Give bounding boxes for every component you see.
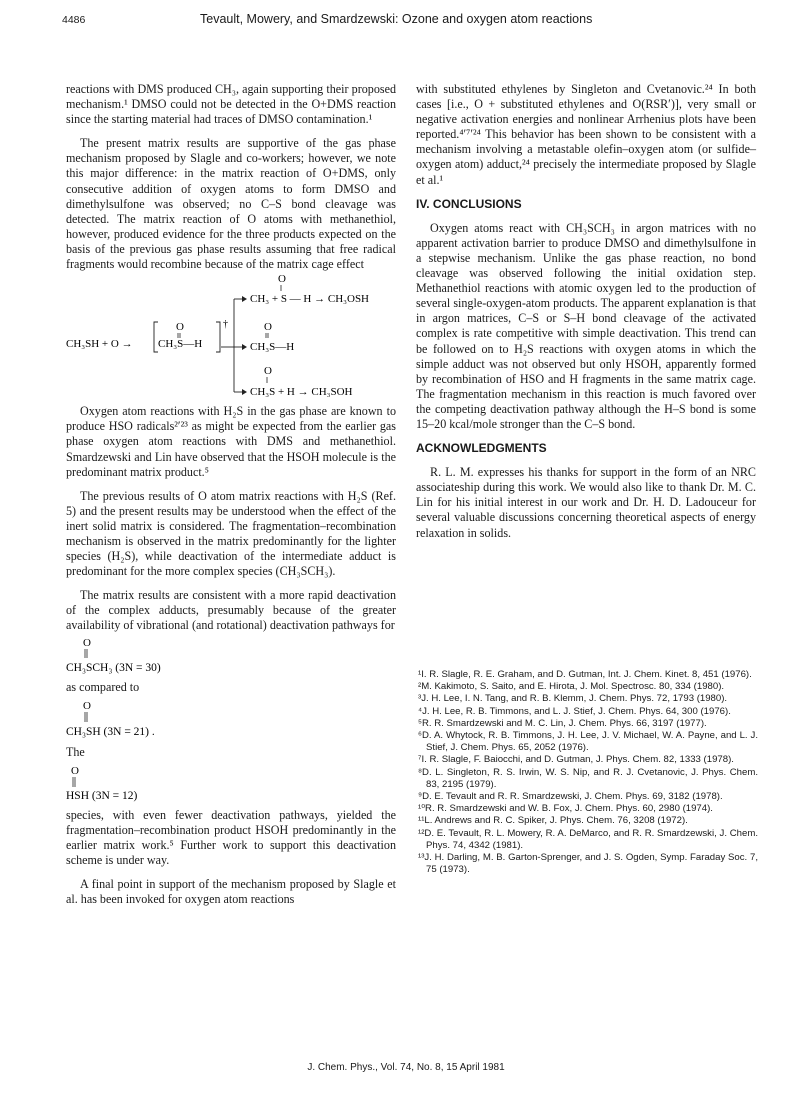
formula-dmso: [66, 634, 266, 676]
reference-item: ⁷I. R. Slagle, F. Baiocchi, and D. Gutman, J. Phys. Chem. 82, 1333 (1978).: [418, 754, 734, 766]
scheme-complex: CH₃S—H: [158, 338, 203, 351]
scheme-oxygen: O: [176, 321, 184, 334]
formula-1: CH₃SCH₃ (3N = 30): [66, 661, 161, 674]
running-title: Tevault, Mowery, and Smardzewski: Ozone and oxygen atom reactions: [200, 12, 593, 26]
formula-hsoh: [66, 760, 266, 804]
reference-item: ⁴J. H. Lee, R. B. Timmons, and L. J. Stief, J. Chem. Phys. 64, 300 (1976).: [418, 705, 731, 717]
scheme-oxygen: O: [278, 273, 286, 286]
reference-item: ⁸D. L. Singleton, R. S. Irwin, W. S. Nip, and R. J. Cvetanovic, J. Phys. Chem. 83, 2195 (1979).: [418, 766, 758, 790]
scheme-dagger: †: [223, 319, 228, 331]
paragraph: Oxygen atom reactions with H₂S in the gas phase are known to produce HSO radicals²ʹ²³ as might be expected from the earlier gas phase oxygen atom reactions with DMS and methanethiol. Smardzewski and Lin have observed that the HSOH molecule is the predominant matrix product.⁵: [66, 404, 396, 479]
reference-item: ³J. H. Lee, I. N. Tang, and R. B. Klemm, J. Chem. Phys. 72, 1793 (1980).: [418, 693, 728, 705]
reference-item: ¹I. R. Slagle, R. E. Graham, and D. Gutman, Int. J. Chem. Kinet. 8, 451 (1976).: [418, 669, 752, 680]
scheme-branch-1: CH₃ + S — H → CH₃OSH: [250, 293, 370, 306]
left-column: [66, 82, 396, 908]
section-heading-acknowledgments: ACKNOWLEDGMENTS: [416, 441, 547, 456]
formula-2: CH₃SH (3N = 21) .: [66, 725, 155, 738]
running-header: [62, 12, 782, 30]
section-heading-conclusions: IV. CONCLUSIONS: [416, 196, 522, 211]
right-column: [416, 82, 756, 541]
journal-footer: J. Chem. Phys., Vol. 74, No. 8, 15 April 1981: [307, 1062, 505, 1073]
reference-item: ¹⁰R. R. Smardzewski and W. B. Fox, J. Chem. Phys. 60, 2980 (1974).: [418, 803, 713, 815]
scheme-branch-2: CH₃S—H: [250, 341, 295, 354]
paragraph: R. L. M. expresses his thanks for support in the form of an NRC associateship during this work. We would also like to thank Dr. M. C. Lin for his initial interest in our work and Dr. H. D. Ladouceur for several valuable discussions concerning theoretical aspects of energy relaxation in solids.: [416, 465, 756, 540]
paragraph: Oxygen atoms react with CH₃SCH₃ in argon matrices with no apparent activation barrier to produce DMSO and dimethylsulfone in a stepwise mechanism. Unlike the gas phase reaction, no bond cleavage was observed following the initial oxidation step. Methanethiol reactions with atomic oxygen led to the production of several single-oxygen-atom products. The apparent explanation is that in argon matrices, C–S or S–H bond cleavage of the activated complex is rate competitive with simple deactivation. This trend can be followed on to H₂S reactions with oxygen atoms in which the simple adduct was not observed but only HSOH, apparently formed by recombination of HSO and H fragments in the same matrix cage. The fragmentation mechanism in this reaction is much favored over the competing deactivation pathway although the H–S bond is some 15–20 kcal/mole stronger than the C–S bond.: [416, 220, 756, 431]
scheme-branch-3: CH₃S + H → CH₃SOH: [250, 386, 353, 399]
references-list: [418, 669, 758, 876]
reference-item: ²M. Kakimoto, S. Saito, and E. Hirota, J. Mol. Spectrosc. 80, 334 (1980).: [418, 681, 725, 693]
paragraph: A final point in support of the mechanism proposed by Slagle et al. has been invoked for oxygen atom reactions: [66, 877, 396, 907]
reaction-scheme: [66, 272, 396, 400]
scheme-reactant: CH₃SH + O →: [66, 338, 133, 351]
scheme-oxygen: O: [264, 365, 272, 378]
paragraph: The present matrix results are supportive of the gas phase mechanism proposed by Slagle and co-workers; however, we note this major difference: in the matrix reaction of O+DMS, only consecutive addition of oxygen atoms to form DMSO and dimethylsulfone was observed; no C–S bond cleavage was detected. The matrix reaction of O atoms with methanethiol, however, produced evidence for the three products expected on the basis of the previous gas phase results assuming that free radical fragments would recombine because of the matrix cage effect: [66, 136, 396, 272]
formula-oxygen: O: [83, 699, 91, 712]
reference-item: ⁹D. E. Tevault and R. R. Smardzewski, J. Chem. Phys. 69, 3182 (1978).: [418, 791, 723, 803]
reference-item: ¹²D. E. Tevault, R. L. Mowery, R. A. DeMarco, and R. R. Smardzewski, J. Chem. Phys. 74, 4342 (1981).: [418, 827, 758, 851]
paragraph: species, with even fewer deactivation pathways, yielded the fragmentation–recombination product HSOH predominantly in the earlier matrix work.⁵ Further work to support this deactivation scheme is under way.: [66, 808, 396, 868]
text-line: The: [66, 744, 85, 759]
formula-oxygen: O: [83, 636, 91, 649]
formula-3: HSH (3N = 12): [66, 789, 138, 802]
reference-item: ⁶D. A. Whytock, R. B. Timmons, J. H. Lee, J. V. Michael, W. A. Payne, and L. J. Stief, J. Chem. Phys. 65, 2052 (1976).: [418, 730, 758, 754]
paragraph: with substituted ethylenes by Singleton and Cvetanovic.²⁴ In both cases [i.e., O + substituted ethylenes and O(RSR′)], very small or negative activation energies and nonlinear Arrhenius plots have been reported.⁴ʹ⁷ʹ²⁴ This behavior has been shown to be consistent with a mechanism involving a metastable olefin–oxygen atom (or sulfide–oxygen atom) adduct,²⁴ precisely the intermediate proposed by Slagle et al.¹: [416, 82, 756, 187]
paragraph: reactions with DMS produced CH₃, again supporting their proposed mechanism.¹ DMSO could not be detected in the O+DMS reaction since the starting material had traces of DMSO contamination.¹: [66, 82, 396, 127]
reference-item: ¹³J. H. Darling, M. B. Garton-Sprenger, and J. S. Ogden, Symp. Faraday Soc. 7, 75 (1973).: [418, 852, 758, 876]
reference-item: ¹¹L. Andrews and R. C. Spiker, J. Phys. Chem. 76, 3208 (1972).: [418, 815, 688, 827]
reference-item: ⁵R. R. Smardzewski and M. C. Lin, J. Chem. Phys. 66, 3197 (1977).: [418, 717, 707, 729]
paragraph: The previous results of O atom matrix reactions with H₂S (Ref. 5) and the present results may be understood when the effect of the inert solid matrix is considered. The fragmentation–recombination mechanism is observed in the matrix predominantly for the lighter species (H₂S), while deactivation of the intermediate adduct is predominant for the more complex species (CH₃SCH₃).: [66, 488, 396, 579]
page-number: 4486: [62, 14, 86, 26]
paragraph: The matrix results are consistent with a more rapid deactivation of the complex adducts, presumably because of the greater availability of vibrational (and rotational) deactivation pathways for: [66, 588, 396, 633]
formula-methanethiol-oxide: [66, 695, 266, 741]
formula-oxygen: O: [71, 764, 79, 777]
text-line: as compared to: [66, 679, 140, 694]
scheme-oxygen: O: [264, 321, 272, 334]
